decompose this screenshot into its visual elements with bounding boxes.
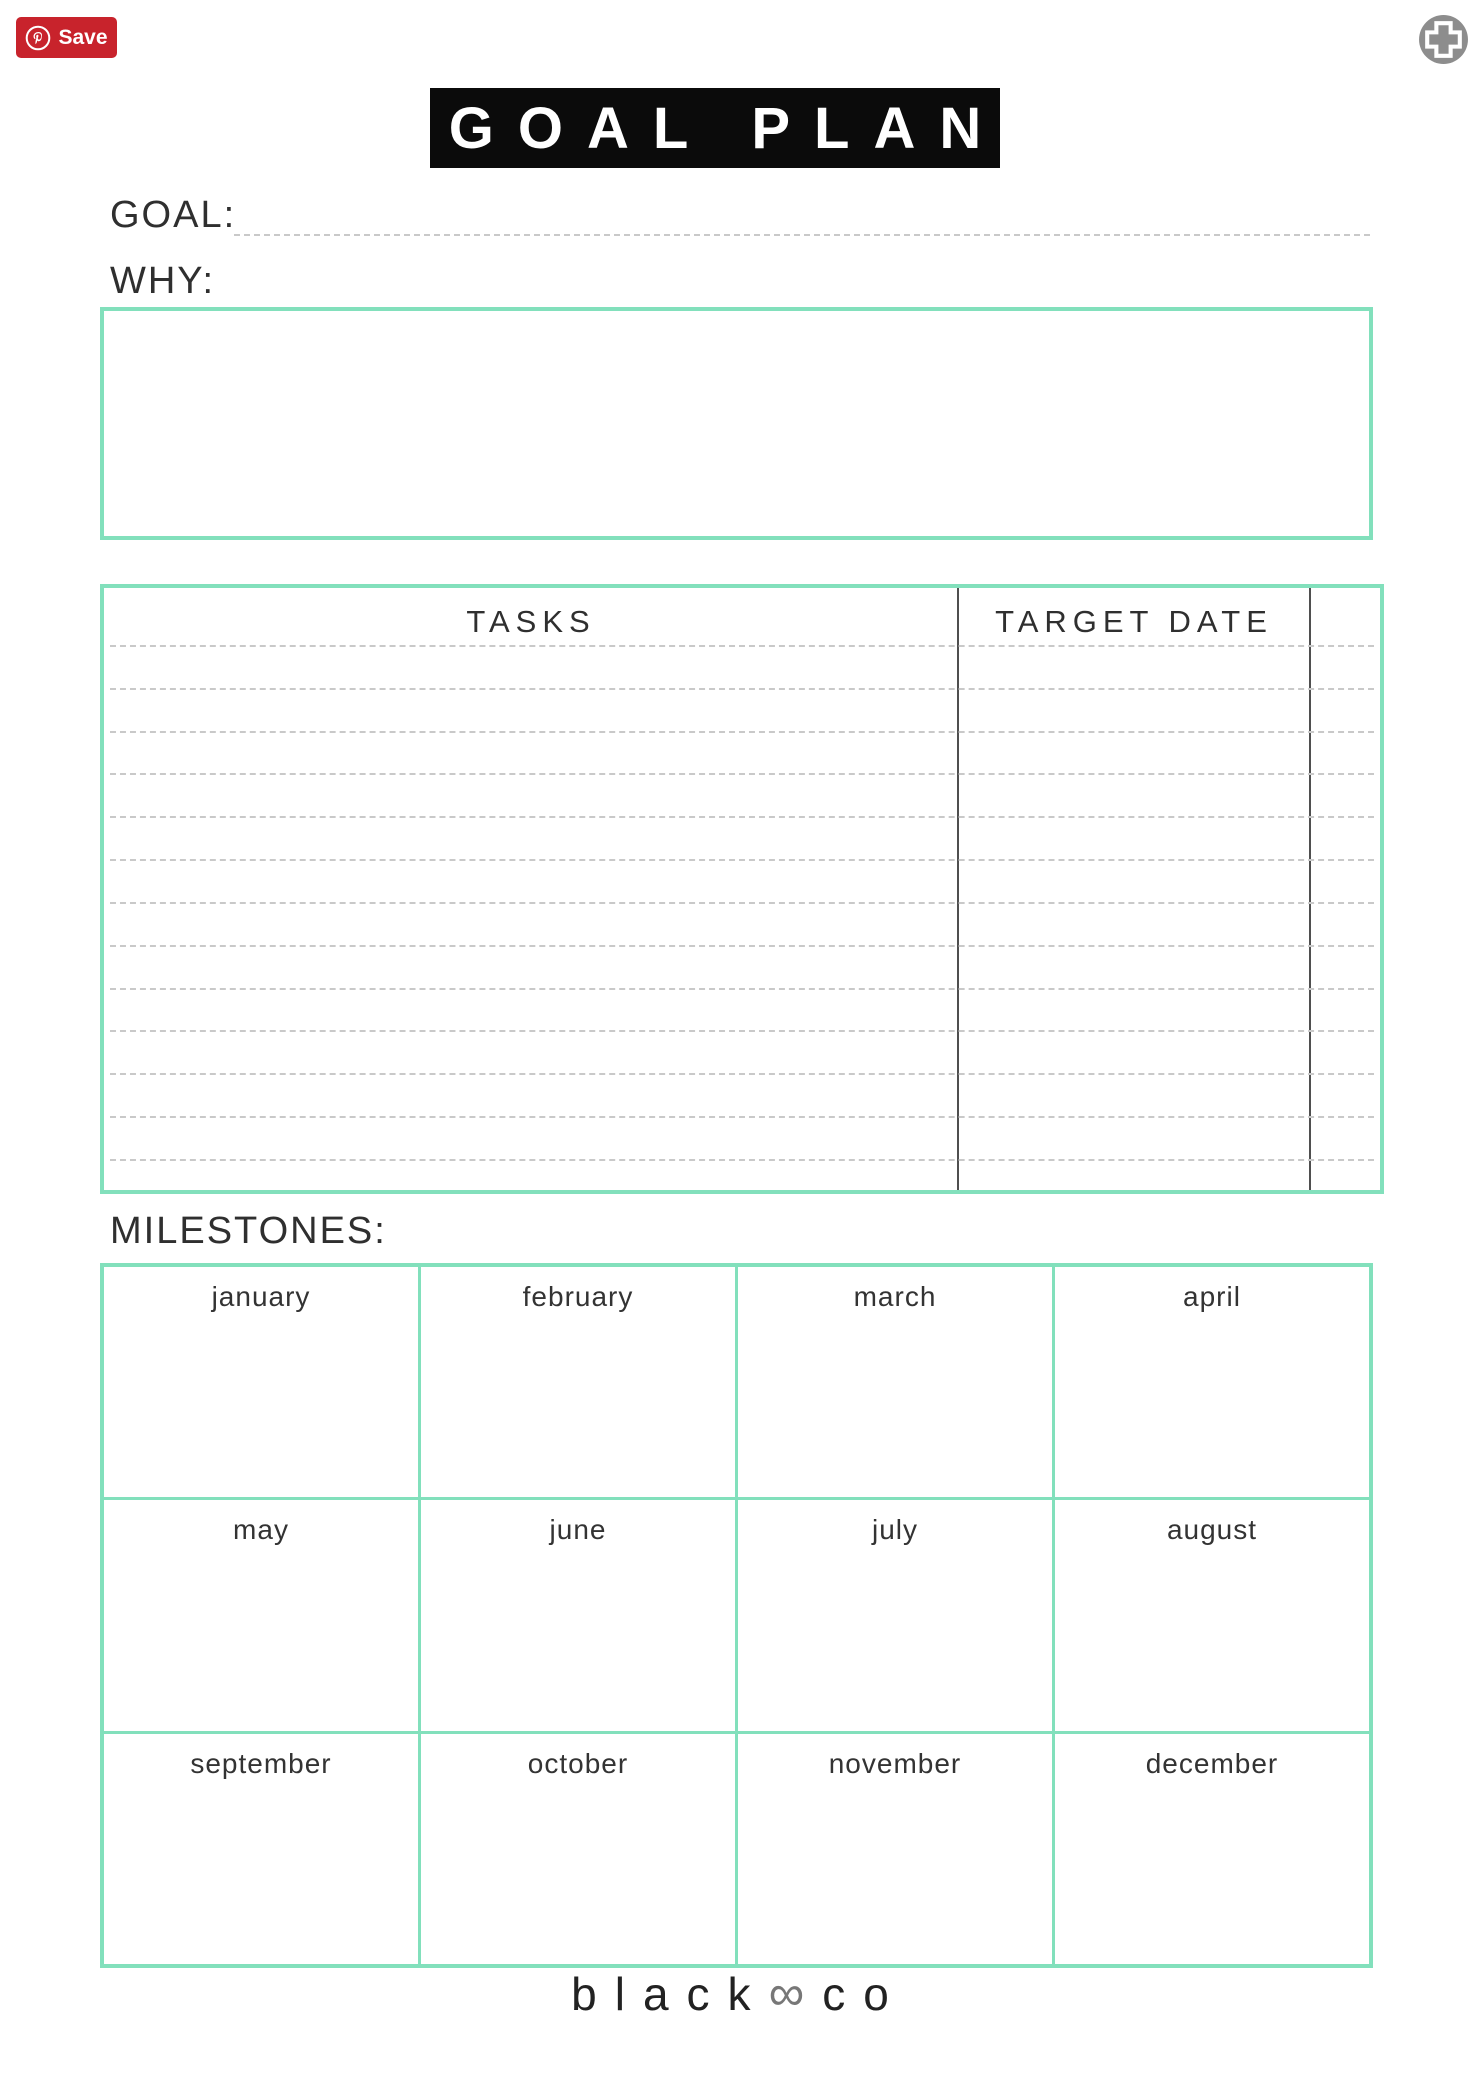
rule-line xyxy=(110,945,1374,947)
month-label: october xyxy=(527,1747,629,1779)
month-cell-october xyxy=(421,1734,735,1964)
brand-right: co xyxy=(822,1968,907,2020)
milestones-label: MILESTONES: xyxy=(110,1210,387,1252)
brand-left: black xyxy=(571,1968,769,2020)
month-cell-september xyxy=(104,1734,418,1964)
rule-line xyxy=(110,773,1374,775)
month-cell-december xyxy=(1055,1734,1369,1964)
month-cell-july xyxy=(738,1500,1052,1730)
milestones-grid xyxy=(100,1263,1373,1968)
rule-line xyxy=(110,731,1374,733)
pinterest-save-button[interactable] xyxy=(16,17,117,58)
why-label: WHY: xyxy=(110,260,216,302)
month-label: december xyxy=(1145,1747,1279,1779)
goal-label: GOAL: xyxy=(110,194,237,236)
rule-line xyxy=(110,816,1374,818)
rule-line xyxy=(110,1159,1374,1161)
page-title-bar xyxy=(430,88,1006,168)
pinterest-p-icon xyxy=(25,25,51,51)
month-cell-august xyxy=(1055,1500,1369,1730)
month-label: may xyxy=(233,1514,289,1546)
month-cell-november xyxy=(738,1734,1052,1964)
month-label: january xyxy=(211,1281,311,1312)
month-cell-april xyxy=(1055,1267,1369,1497)
rule-line xyxy=(110,688,1374,690)
tasks-rule-lines xyxy=(104,588,1380,1190)
brand-logo xyxy=(0,1964,1478,2022)
month-label: september xyxy=(190,1747,332,1779)
goal-write-line xyxy=(234,234,1370,236)
month-cell-march xyxy=(738,1267,1052,1497)
rule-line xyxy=(110,1116,1374,1118)
month-cell-june xyxy=(421,1500,735,1730)
rule-line xyxy=(110,902,1374,904)
month-cell-may xyxy=(104,1500,418,1730)
month-label: august xyxy=(1166,1514,1258,1546)
circle-cross-icon[interactable] xyxy=(1417,13,1470,66)
page-title: GOAL PLAN xyxy=(448,95,1006,161)
rule-line xyxy=(110,1030,1374,1032)
tasks-column-header: TASKS xyxy=(466,604,596,639)
rule-line xyxy=(110,645,1374,647)
month-cell-february xyxy=(421,1267,735,1497)
month-label: february xyxy=(522,1281,634,1312)
month-label: november xyxy=(828,1747,962,1779)
month-cell-january xyxy=(104,1267,418,1497)
month-label: march xyxy=(853,1281,937,1312)
month-label: june xyxy=(549,1514,607,1546)
infinity-icon: ∞ xyxy=(768,1965,823,2021)
why-write-box xyxy=(100,307,1373,540)
rule-line xyxy=(110,859,1374,861)
pinterest-save-label: Save xyxy=(58,25,108,49)
month-label: july xyxy=(871,1514,918,1546)
tasks-table xyxy=(100,584,1384,1194)
month-label: april xyxy=(1183,1281,1241,1312)
target-date-column-header: TARGET DATE xyxy=(995,604,1273,639)
rule-line xyxy=(110,1073,1374,1075)
rule-line xyxy=(110,988,1374,990)
